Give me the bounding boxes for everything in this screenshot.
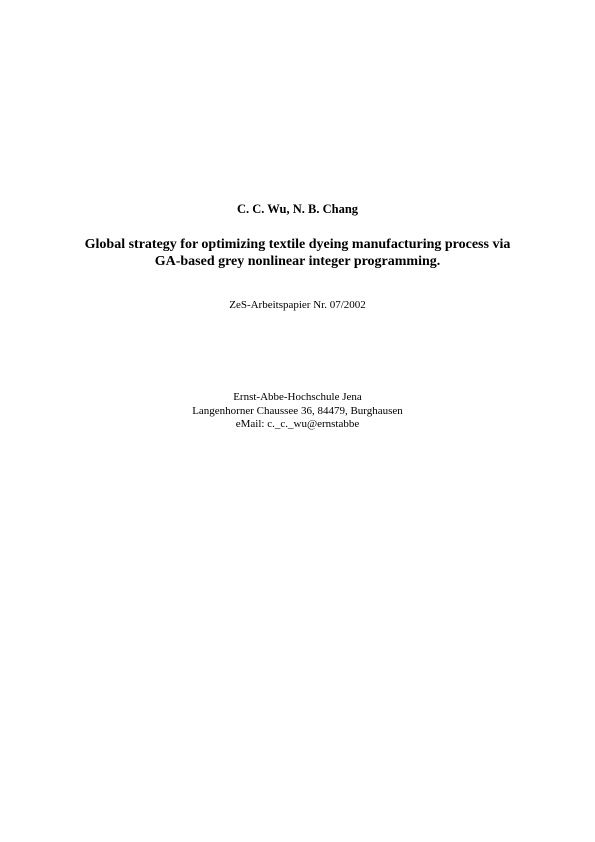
address: Langenhorner Chaussee 36, 84479, Burghausen [192, 404, 403, 417]
title-line-2: GA-based grey nonlinear integer programming. [154, 254, 441, 269]
email: eMail: c._c._wu@ernstabbe [235, 418, 360, 430]
affiliation-block [0, 391, 595, 432]
title-line-1: Global strategy for optimizing textile dyeing manufacturing process via [84, 237, 511, 252]
paper-title [40, 236, 555, 270]
authors: C. C. Wu, N. B. Chang [236, 202, 359, 216]
institution: Ernst-Abbe-Hochschule Jena [233, 391, 362, 403]
series-number: ZeS-Arbeitspapier Nr. 07/2002 [229, 299, 366, 311]
